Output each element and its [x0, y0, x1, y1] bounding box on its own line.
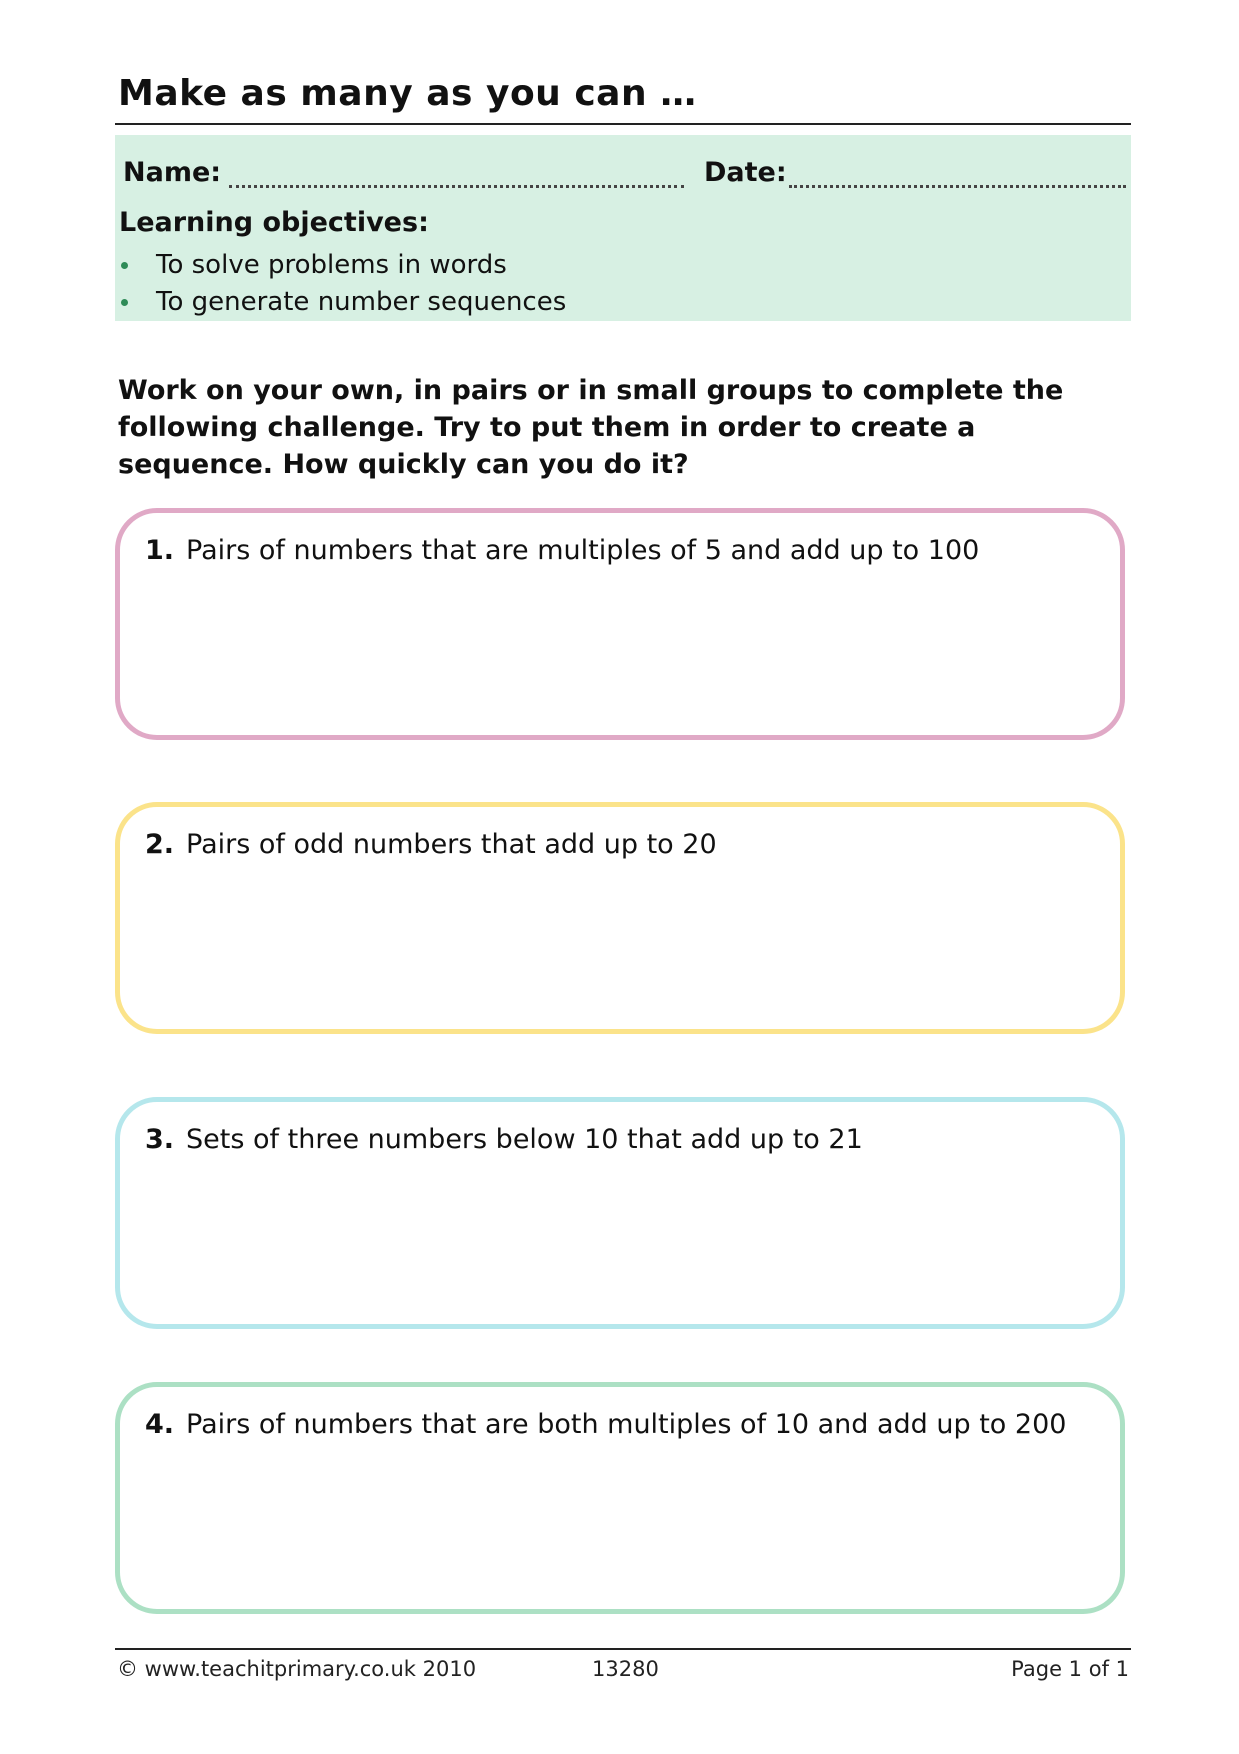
objective-text: To solve problems in words: [156, 250, 507, 280]
name-label: Name:: [123, 157, 222, 188]
task-prompt: [145, 535, 979, 566]
instructions: Work on your own, in pairs or in small groups to complete the following challenge. Try to put them in order to create a sequence. How quickly can you do it?: [118, 375, 1064, 480]
task-text: Pairs of numbers that are multiples of 5 and add up to 100: [186, 535, 980, 566]
footer-copyright: © www.teachitprimary.co.uk 2010: [117, 1657, 477, 1681]
task-number: 3.: [145, 1124, 175, 1155]
objectives-heading: Learning objectives:: [119, 207, 429, 238]
bullet-icon: [121, 262, 128, 269]
task-number: 4.: [145, 1409, 175, 1440]
date-label: Date:: [704, 157, 787, 188]
task-text: Pairs of numbers that are both multiples of 10 and add up to 200: [186, 1409, 1067, 1440]
task-box-1[interactable]: [115, 508, 1125, 740]
bullet-icon: [121, 299, 128, 306]
task-text: Sets of three numbers below 10 that add up to 21: [186, 1124, 863, 1155]
task-box-4[interactable]: [115, 1382, 1125, 1614]
task-number: 2.: [145, 829, 175, 860]
task-prompt: [145, 829, 717, 860]
task-prompt: [145, 1409, 1066, 1440]
name-date-row: [119, 157, 1127, 197]
task-text: Pairs of odd numbers that add up to 20: [186, 829, 717, 860]
objective-text: To generate number sequences: [156, 287, 567, 317]
objective-item: [119, 247, 566, 284]
task-box-3[interactable]: [115, 1097, 1125, 1329]
task-box-2[interactable]: [115, 802, 1125, 1034]
title-divider: [115, 123, 1131, 125]
objective-item: [119, 284, 566, 321]
date-field[interactable]: [789, 185, 1126, 188]
footer-code: 13280: [592, 1657, 659, 1681]
task-number: 1.: [145, 535, 175, 566]
name-field[interactable]: [229, 185, 684, 188]
objectives-box: [115, 135, 1131, 321]
task-prompt: [145, 1124, 863, 1155]
worksheet-title: Make as many as you can …: [118, 73, 697, 114]
footer-page-number: Page 1 of 1: [1011, 1657, 1129, 1681]
footer-divider: [115, 1648, 1131, 1650]
objectives-list: [119, 247, 566, 321]
